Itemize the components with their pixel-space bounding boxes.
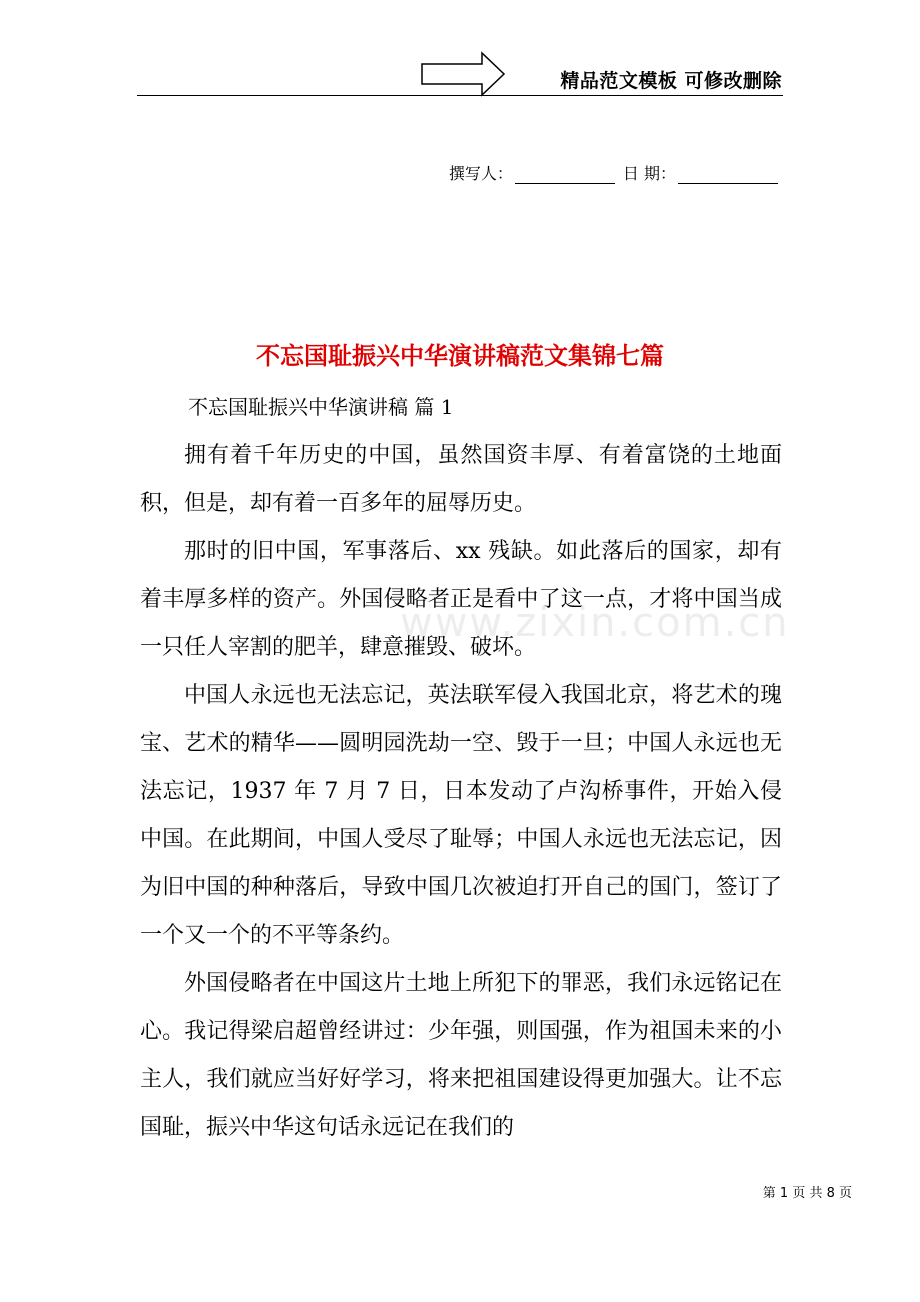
header-template-label: 精品范文模板 可修改删除 xyxy=(560,70,782,92)
date-label: 日 期： xyxy=(622,164,676,183)
paragraph: 中国人永远也无法忘记，英法联军侵入我国北京，将艺术的瑰宝、艺术的精华——圆明园洗劫一空、毁于一旦；中国人永远也无法忘记，1937 年 7 月 7 日，日本发动了卢沟桥事件，开始入侵中国。在此期间，中国人受尽了耻辱；中国人永远也无法忘记，因为旧中国的种种落后，导致中国几次被迫打开自己的国门，签订了一个又一个的不平等条约。 xyxy=(140,683,782,948)
byline xyxy=(449,161,782,184)
paragraph: 拥有着千年历史的中国，虽然国资丰厚、有着富饶的土地面积，但是，却有着一百多年的屈辱历史。 xyxy=(140,443,782,516)
author-label: 撰写人： xyxy=(448,164,513,183)
document-title: 不忘国耻振兴中华演讲稿范文集锦七篇 xyxy=(256,341,664,370)
section-heading: 不忘国耻振兴中华演讲稿 篇 1 xyxy=(188,395,454,419)
author-blank-line xyxy=(515,165,615,184)
body-text xyxy=(140,432,782,1152)
date-blank-line xyxy=(678,165,778,184)
page-number-footer: 第 1 页 共 8 页 xyxy=(762,1186,852,1201)
watermark: www.zixin.com.cn xyxy=(400,600,790,646)
paragraph: 那时的旧中国，军事落后、xx 残缺。如此落后的国家，却有着丰厚多样的资产。外国侵略者正是看中了这一点，才将中国当成一只任人宰割的肥羊，肆意摧毁、破坏。 xyxy=(140,539,782,660)
header-rule xyxy=(137,95,783,96)
paragraph: 外国侵略者在中国这片土地上所犯下的罪恶，我们永远铭记在心。我记得梁启超曾经讲过：少年强，则国强，作为祖国未来的小主人，我们就应当好好学习，将来把祖国建设得更加强大。让不忘国耻，振兴中华这句话永远记在我们的 xyxy=(140,971,782,1140)
right-arrow-outline-icon xyxy=(420,50,506,98)
